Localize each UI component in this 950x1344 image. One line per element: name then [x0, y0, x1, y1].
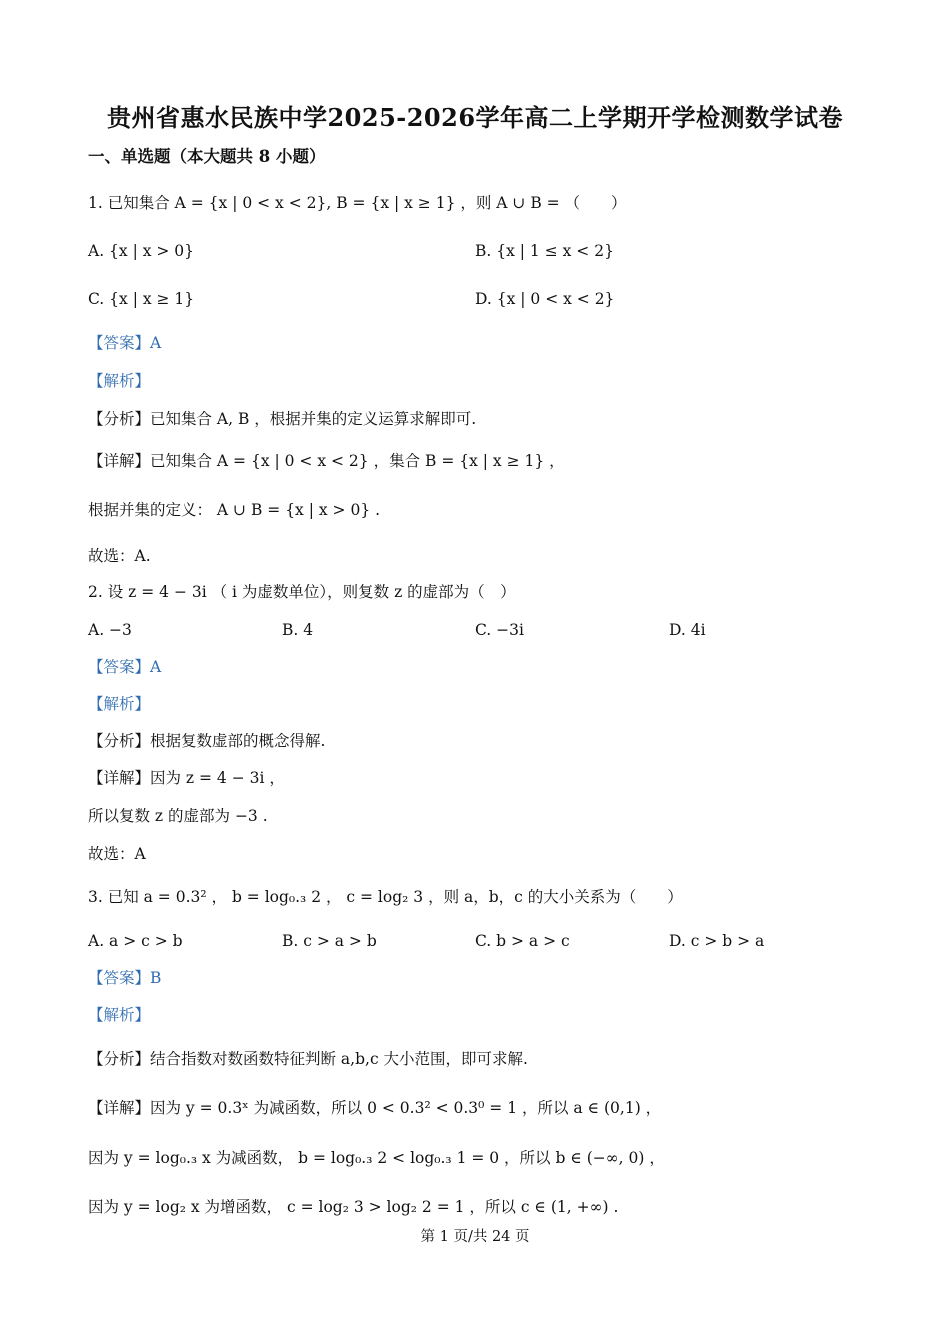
page-footer: 第 1 页/共 24 页: [420, 1229, 530, 1245]
q3-fenxi: 【分析】结合指数对数函数特征判断 a,b,c 大小范围，即可求解.: [88, 1050, 528, 1068]
q3-option-d: D. c > b > a: [669, 932, 765, 950]
q3-stem: 3. 已知 a = 0.3² ， b = log₀.₃ 2 ， c = log₂ 3 ，则 a，b，c 的大小关系为（ ）: [88, 888, 683, 906]
q2-fenxi: 【分析】根据复数虚部的概念得解.: [88, 732, 326, 750]
q3-answer: 【答案】B: [88, 969, 162, 987]
q2-option-d: D. 4i: [669, 621, 706, 639]
q2-option-b: B. 4: [282, 621, 314, 639]
q2-analysis-label: 【解析】: [88, 695, 151, 713]
q1-option-b: B. {x | 1 ≤ x < 2}: [475, 242, 614, 260]
q3-option-c: C. b > a > c: [475, 932, 570, 950]
page-title: 贵州省惠水民族中学2025-2026学年高二上学期开学检测数学试卷: [106, 103, 844, 132]
q1-answer: 【答案】A: [88, 334, 162, 352]
q3-option-a: A. a > c > b: [88, 932, 183, 950]
q2-stem: 2. 设 z = 4 − 3i （ i 为虚数单位），则复数 z 的虚部为（ ）: [88, 583, 516, 601]
q3-xiangjie: 【详解】因为 y = 0.3ˣ 为减函数，所以 0 < 0.3² < 0.3⁰ = 1 ，所以 a ∈ (0,1) ，: [88, 1099, 662, 1117]
q2-xiangjie: 【详解】因为 z = 4 − 3i ，: [88, 769, 285, 787]
q1-option-a: A. {x | x > 0}: [88, 242, 195, 260]
q2-step: 所以复数 z 的虚部为 −3 .: [88, 807, 268, 825]
q1-step: 根据并集的定义： A ∪ B = {x | x > 0} .: [88, 501, 381, 519]
q1-fenxi: 【分析】已知集合 A, B ，根据并集的定义运算求解即可.: [88, 410, 477, 428]
q1-analysis-label: 【解析】: [88, 372, 151, 390]
q1-option-c: C. {x | x ≥ 1}: [88, 290, 195, 308]
q2-conclusion: 故选：A: [88, 845, 146, 863]
q1-xiangjie: 【详解】已知集合 A = {x | 0 < x < 2} ，集合 B = {x | x ≥ 1} ，: [88, 452, 565, 470]
q1-conclusion: 故选：A.: [88, 547, 151, 565]
q3-option-b: B. c > a > b: [282, 932, 377, 950]
section-heading: 一、单选题（本大题共 8 小题）: [88, 147, 326, 166]
q3-step2: 因为 y = log₂ x 为增函数， c = log₂ 3 > log₂ 2 = 1 ，所以 c ∈ (1, +∞) .: [88, 1198, 619, 1216]
q1-option-d: D. {x | 0 < x < 2}: [475, 290, 615, 308]
q2-answer: 【答案】A: [88, 658, 162, 676]
q3-step1: 因为 y = log₀.₃ x 为减函数， b = log₀.₃ 2 < log₀.₃ 1 = 0 ，所以 b ∈ (−∞, 0) ，: [88, 1149, 665, 1167]
q2-option-c: C. −3i: [475, 621, 524, 639]
q1-stem: 1. 已知集合 A = {x | 0 < x < 2}, B = {x | x ≥ 1} ，则 A ∪ B = （ ）: [88, 194, 627, 212]
q3-analysis-label: 【解析】: [88, 1006, 151, 1024]
q2-option-a: A. −3: [88, 621, 132, 639]
